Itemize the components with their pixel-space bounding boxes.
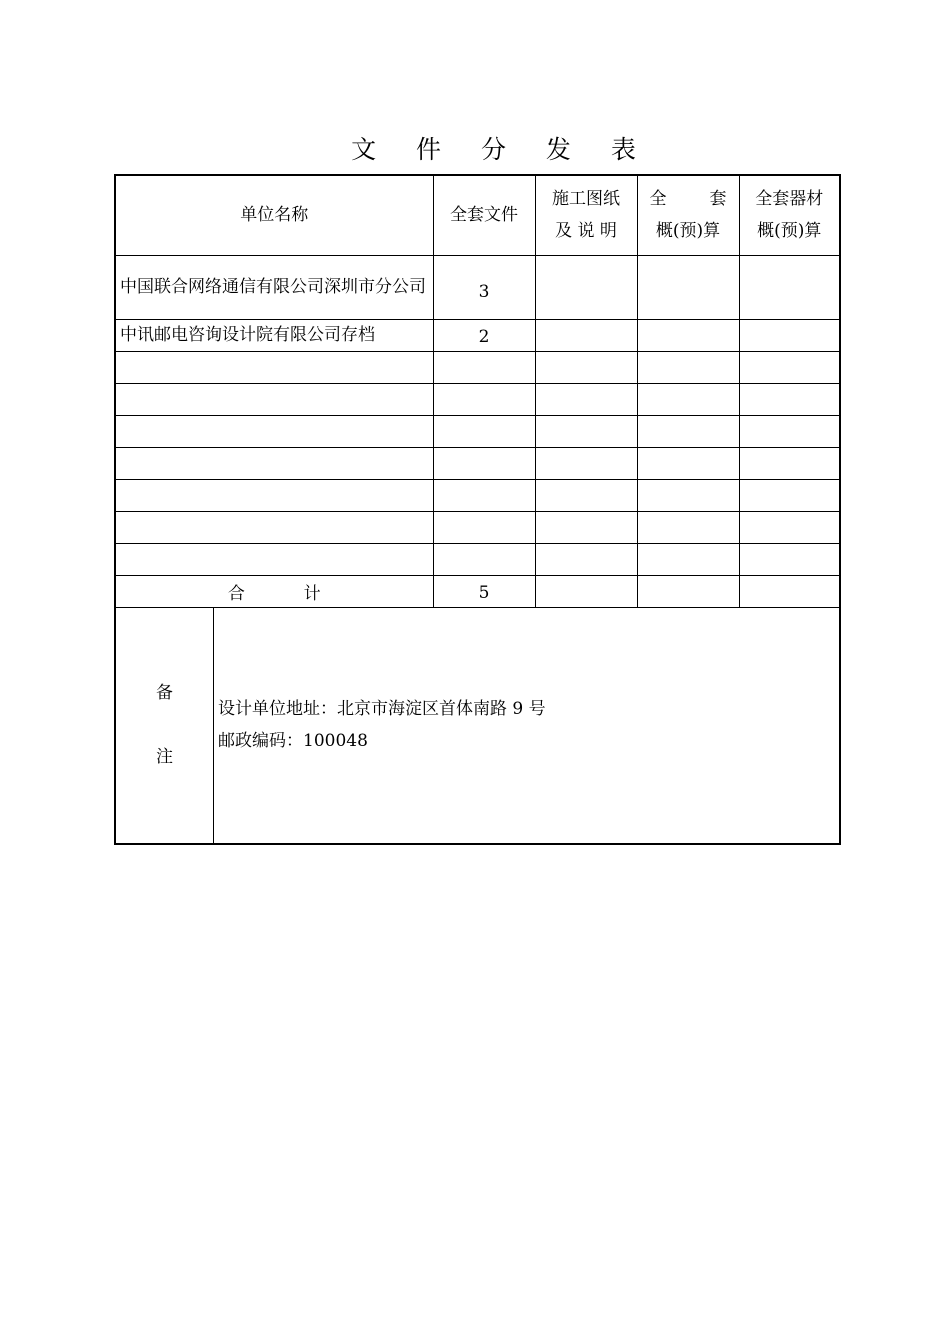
row-full-docs: 3 xyxy=(433,255,535,319)
header-drawings xyxy=(535,175,637,255)
row-unit-name: 中国联合网络通信有限公司深圳市分公司 xyxy=(115,255,433,319)
row-budget xyxy=(637,255,739,319)
total-equipment xyxy=(739,575,840,607)
row-equipment xyxy=(739,319,840,351)
total-label xyxy=(115,575,433,607)
total-full-docs: 5 xyxy=(433,575,535,607)
total-budget xyxy=(637,575,739,607)
distribution-table xyxy=(114,174,841,845)
postal-code: 邮政编码：100048 xyxy=(218,731,368,751)
empty-row xyxy=(115,447,840,479)
total-drawings xyxy=(535,575,637,607)
remarks-label-char-a: 备 xyxy=(156,683,173,703)
header-drawings-line2: 及 说 明 xyxy=(555,221,617,242)
header-row xyxy=(115,175,840,255)
page-title: 文 件 分 发 表 xyxy=(351,135,652,164)
header-budget-char-a: 全 xyxy=(649,189,667,210)
remarks-label-char-b: 注 xyxy=(156,747,173,767)
row-drawings xyxy=(535,319,637,351)
header-full-docs: 全套文件 xyxy=(433,175,535,255)
header-equipment xyxy=(739,175,840,255)
empty-row xyxy=(115,543,840,575)
total-row xyxy=(115,575,840,607)
header-equipment-line1: 全套器材 xyxy=(755,189,824,210)
empty-row xyxy=(115,479,840,511)
table-row xyxy=(115,255,840,319)
remarks-row xyxy=(115,607,840,844)
empty-row xyxy=(115,415,840,447)
row-drawings xyxy=(535,255,637,319)
header-budget xyxy=(637,175,739,255)
design-unit-address: 设计单位地址：北京市海淀区首体南路 9 号 xyxy=(218,699,546,719)
header-equipment-line2: 概(预)算 xyxy=(757,221,822,242)
empty-row xyxy=(115,351,840,383)
row-budget xyxy=(637,319,739,351)
header-drawings-line1: 施工图纸 xyxy=(552,189,620,210)
empty-row xyxy=(115,383,840,415)
empty-row xyxy=(115,511,840,543)
total-label-char-a: 合 xyxy=(227,583,245,604)
header-budget-char-b: 套 xyxy=(709,189,727,210)
row-unit-name: 中讯邮电咨询设计院有限公司存档 xyxy=(115,319,433,351)
header-unit-name: 单位名称 xyxy=(115,175,433,255)
header-budget-line1 xyxy=(650,183,727,215)
header-budget-line2: 概(预)算 xyxy=(655,221,721,242)
row-full-docs: 2 xyxy=(433,319,535,351)
remarks-body xyxy=(214,608,839,843)
remarks-label xyxy=(116,608,214,843)
table-row xyxy=(115,319,840,351)
row-equipment xyxy=(739,255,840,319)
total-label-char-b: 计 xyxy=(303,583,321,604)
